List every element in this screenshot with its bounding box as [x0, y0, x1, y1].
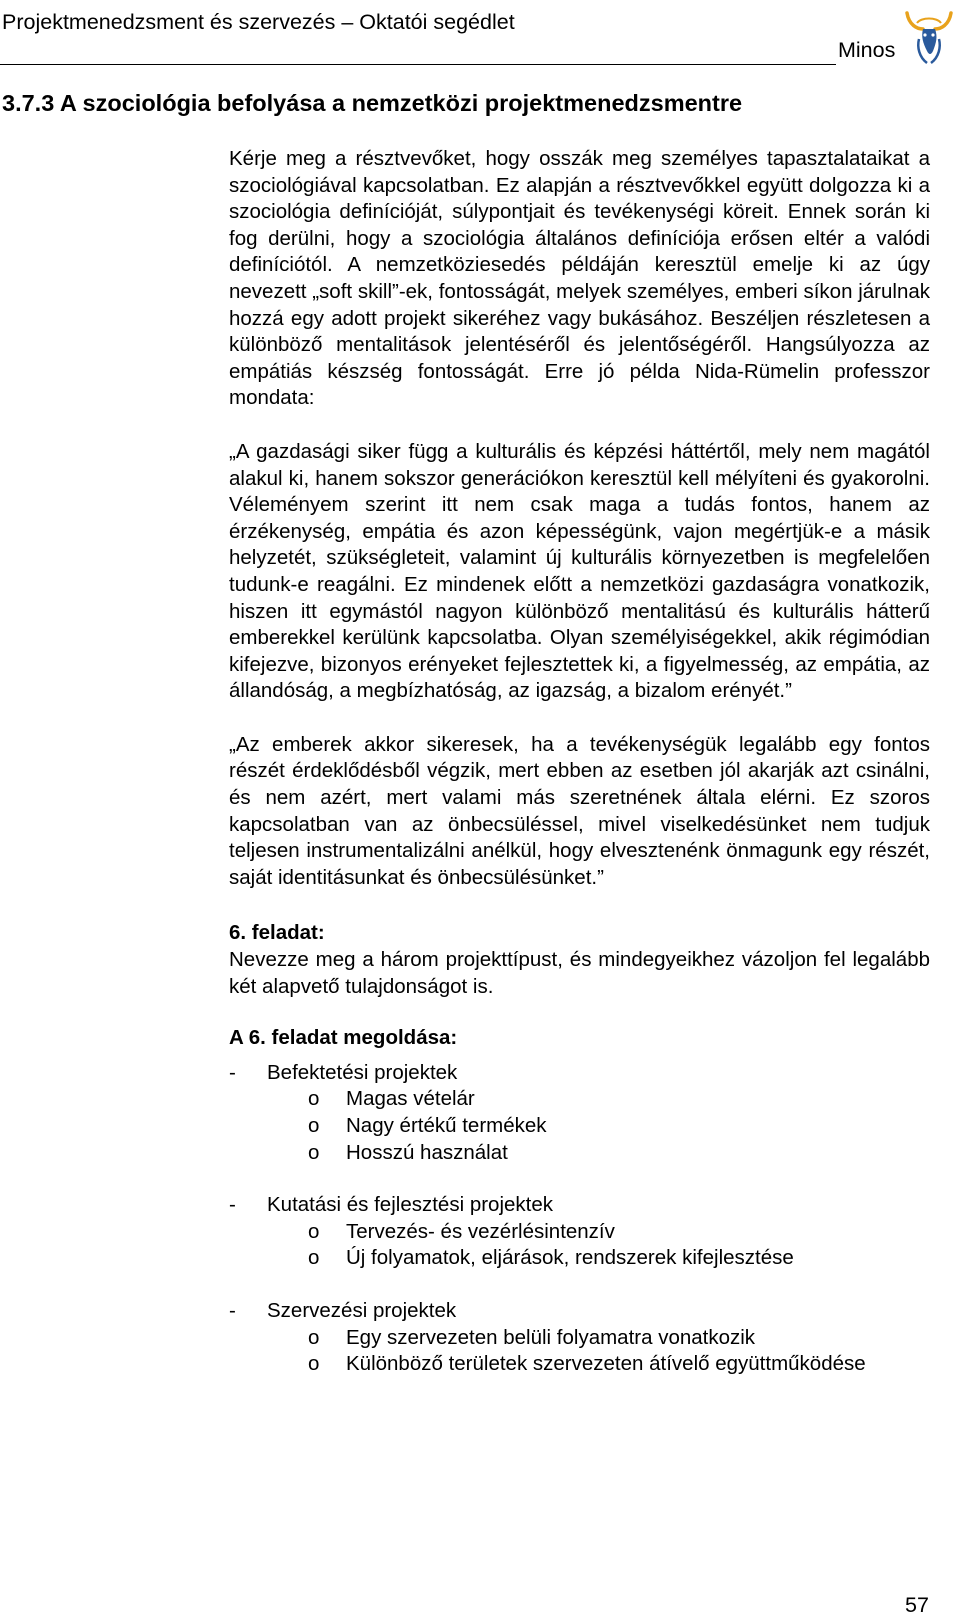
- list-item: Tervezés- és vezérlésintenzív: [346, 1219, 615, 1243]
- group-label: Kutatási és fejlesztési projektek: [267, 1193, 553, 1217]
- list-item: Különböző területek szervezeten átívelő együttműködése: [346, 1352, 866, 1376]
- solution-title: A 6. feladat megoldása:: [229, 1026, 458, 1050]
- dash-marker: -: [229, 1193, 236, 1217]
- bullet-marker: o: [308, 1087, 320, 1111]
- header-company: Minos: [838, 38, 896, 62]
- quote-paragraph-1: „A gazdasági siker függ a kulturális és képzési háttértől, mely nem magától alakul ki, hanem sokszor generációkon keresztül kell mélyíteni és gyakorolni. Véleményem szerint itt nem csak maga a tudás fontos, hanem az érzékenység, empátia és azon képességünk, vajon megértjük-e a másik helyzetét, szükségleteit, valamint új kulturális környezetben is megfelelően tudunk-e reagálni. Ez mindenek előtt a nemzetközi gazdaságra vonatkozik, hiszen itt egymástól nagyon különböző mentalitású és kulturális hátterű emberekkel kerülünk kapcsolatba. Olyan személyiségekkel, akik régimódian kifejezve, bizonyos erényeket fejlesztettek ki, a figyelmesség, az empátia, az állandóság, a megbízhatóság, az igazság, a bizalom erényét.”: [229, 439, 930, 703]
- section-heading: 3.7.3 A szociológia befolyása a nemzetközi projektmenedzsmentre: [2, 90, 743, 116]
- bull-head-logo-icon: [903, 3, 955, 69]
- list-item: Új folyamatok, eljárások, rendszerek kifejlesztése: [346, 1246, 794, 1270]
- task-text: Nevezze meg a három projekttípust, és mindegyeikhez vázoljon fel legalább két alapvető tulajdonságot is.: [229, 948, 930, 998]
- solution-group: [229, 1298, 930, 1378]
- bullet-marker: o: [308, 1140, 320, 1164]
- page-number: 57: [905, 1593, 929, 1617]
- bullet-marker: o: [308, 1114, 320, 1137]
- bullet-marker: o: [308, 1246, 320, 1270]
- bullet-marker: o: [308, 1219, 320, 1243]
- list-item: Nagy értékű termékek: [346, 1114, 547, 1137]
- list-item: Hosszú használat: [346, 1140, 508, 1164]
- content-body: [229, 146, 930, 1378]
- quote-paragraph-2: „Az emberek akkor sikeresek, ha a tevékenységük legalább egy fontos részét érdeklődésből végzik, mert ebben az esetben jól akarják azt csinálni, és nem azért, mert valami más szeretnének általa elérni. Ez szoros kapcsolatban van az önbecsüléssel, mivel viselkedésünket nem tudjuk teljesen instrumentalizálni anélkül, hogy elvesztenénk önmagunk egy részét, saját identitásunkat és önbecsülésünket.”: [229, 732, 930, 889]
- intro-paragraph: Kérje meg a résztvevőket, hogy osszák meg személyes tapasztalataikat a szociológiával kapcsolatban. Ez alapján a résztvevőkkel együtt dolgozza ki a szociológia definícióját, súlypontjait és tevékenységi köreit. Ennek során ki fog derülni, hogy a szociológia általános definíciója erősen eltér a valódi definíciótól. A nemzetköziesedés példáján keresztül emelje ki az úgy nevezett „soft skill”-ek, fontosságát, melyek személyes, emberi síkon járulnak hozzá egy adott projekt sikeréhez vagy bukásához. Beszéljen részletesen a különböző mentalitások jelentéséről és jelentőségéről. Hangsúlyozza az empátiás készség fontosságát. Erre jó példa Nida-Rümelin professzor mondata:: [229, 147, 930, 410]
- header-title: Projektmenedzsment és szervezés – Oktatói segédlet: [2, 10, 515, 34]
- dash-marker: -: [229, 1060, 236, 1084]
- dash-marker: -: [229, 1298, 236, 1322]
- group-label: Szervezési projektek: [267, 1298, 457, 1322]
- solution-group: [229, 1192, 930, 1272]
- solution-group: [229, 1060, 930, 1166]
- bullet-marker: o: [308, 1325, 320, 1349]
- task-title: 6. feladat:: [229, 921, 325, 945]
- group-label: Befektetési projektek: [267, 1060, 458, 1084]
- list-item: Magas vételár: [346, 1087, 475, 1111]
- list-item: Egy szervezeten belüli folyamatra vonatkozik: [346, 1325, 756, 1349]
- header-rule: [0, 64, 836, 65]
- bullet-marker: o: [308, 1352, 320, 1376]
